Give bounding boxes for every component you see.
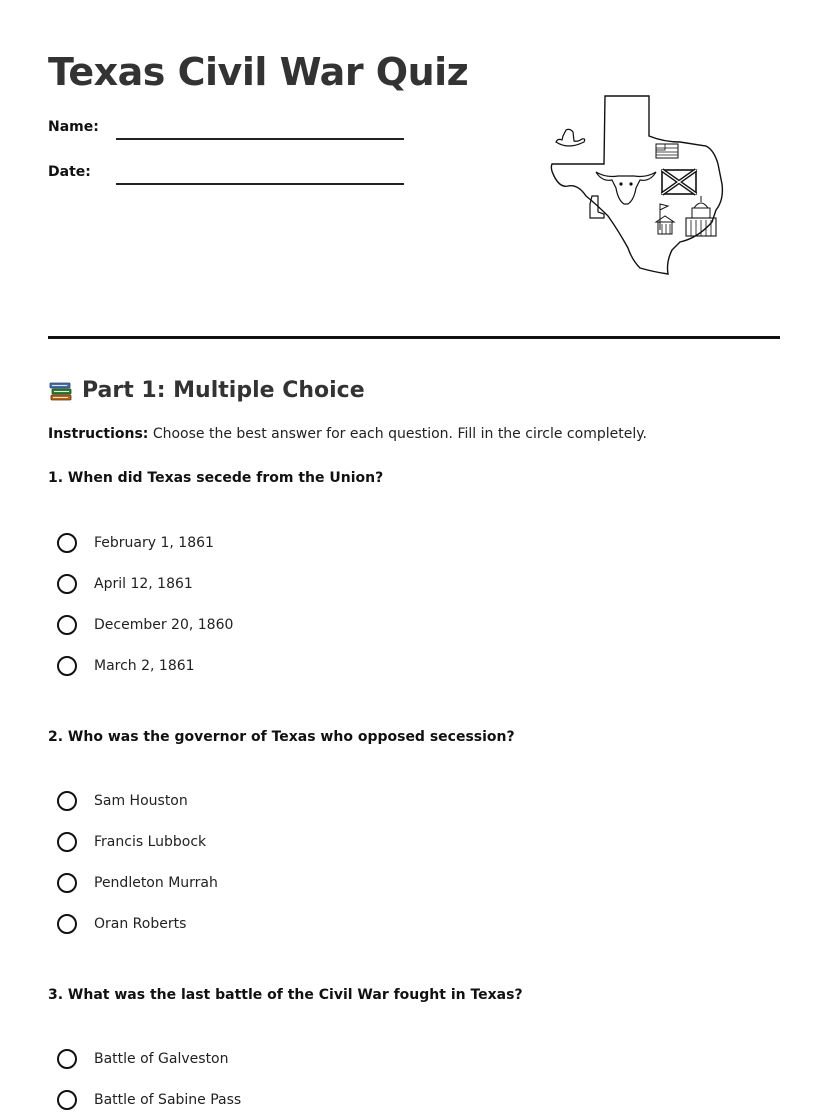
question-3: 3. What was the last battle of the Civil War fought in Texas? [48,987,523,1003]
option-label: February 1, 1861 [94,535,214,551]
question-2-option-b[interactable] [57,829,206,855]
radio-button[interactable] [57,574,77,594]
question-1: 1. When did Texas secede from the Union? [48,470,384,486]
option-label: December 20, 1860 [94,617,234,633]
question-1-option-d[interactable] [57,653,195,679]
question-2: 2. Who was the governor of Texas who opposed secession? [48,729,515,745]
small-building-icon [656,216,674,234]
radio-button[interactable] [57,656,77,676]
part1-heading [48,374,365,406]
question-2-option-c[interactable] [57,870,218,896]
instructions [48,424,647,444]
radio-button[interactable] [57,615,77,635]
option-label: Battle of Galveston [94,1051,229,1067]
date-field-row [48,163,408,187]
name-field-row [48,118,408,142]
option-label: April 12, 1861 [94,576,193,592]
cowboy-hat-icon [556,129,585,146]
name-label: Name: [48,119,99,135]
texas-map-illustration-icon [548,92,728,278]
option-label: Francis Lubbock [94,834,207,850]
part1-heading-text: Part 1: Multiple Choice [82,377,365,403]
option-label: Pendleton Murrah [94,875,218,891]
radio-button[interactable] [57,832,77,852]
question-2-option-a[interactable] [57,788,188,814]
question-3-option-a[interactable] [57,1046,229,1072]
capitol-building-icon [686,196,716,236]
option-label: March 2, 1861 [94,658,195,674]
us-flag-icon [656,144,678,158]
date-label: Date: [48,164,91,180]
question-1-option-b[interactable] [57,571,193,597]
books-icon [48,377,74,403]
section-divider [48,336,780,339]
instructions-lead: Instructions: [48,426,149,442]
question-3-option-b[interactable] [57,1087,241,1113]
radio-button[interactable] [57,533,77,553]
option-label: Battle of Sabine Pass [94,1092,242,1108]
cowboy-boot-icon [590,196,604,218]
date-field[interactable] [116,183,404,185]
option-label: Sam Houston [94,793,188,809]
radio-button[interactable] [57,1090,77,1110]
radio-button[interactable] [57,1049,77,1069]
longhorn-skull-icon [596,172,656,204]
question-1-option-a[interactable] [57,530,214,556]
radio-button[interactable] [57,791,77,811]
page-title: Texas Civil War Quiz [48,50,469,94]
question-2-option-d[interactable] [57,911,186,937]
option-label: Oran Roberts [94,916,187,932]
radio-button[interactable] [57,873,77,893]
instructions-text: Choose the best answer for each question. Fill in the circle completely. [148,426,647,442]
question-1-option-c[interactable] [57,612,233,638]
radio-button[interactable] [57,914,77,934]
confederate-flag-icon [662,170,696,194]
name-field[interactable] [116,138,404,140]
